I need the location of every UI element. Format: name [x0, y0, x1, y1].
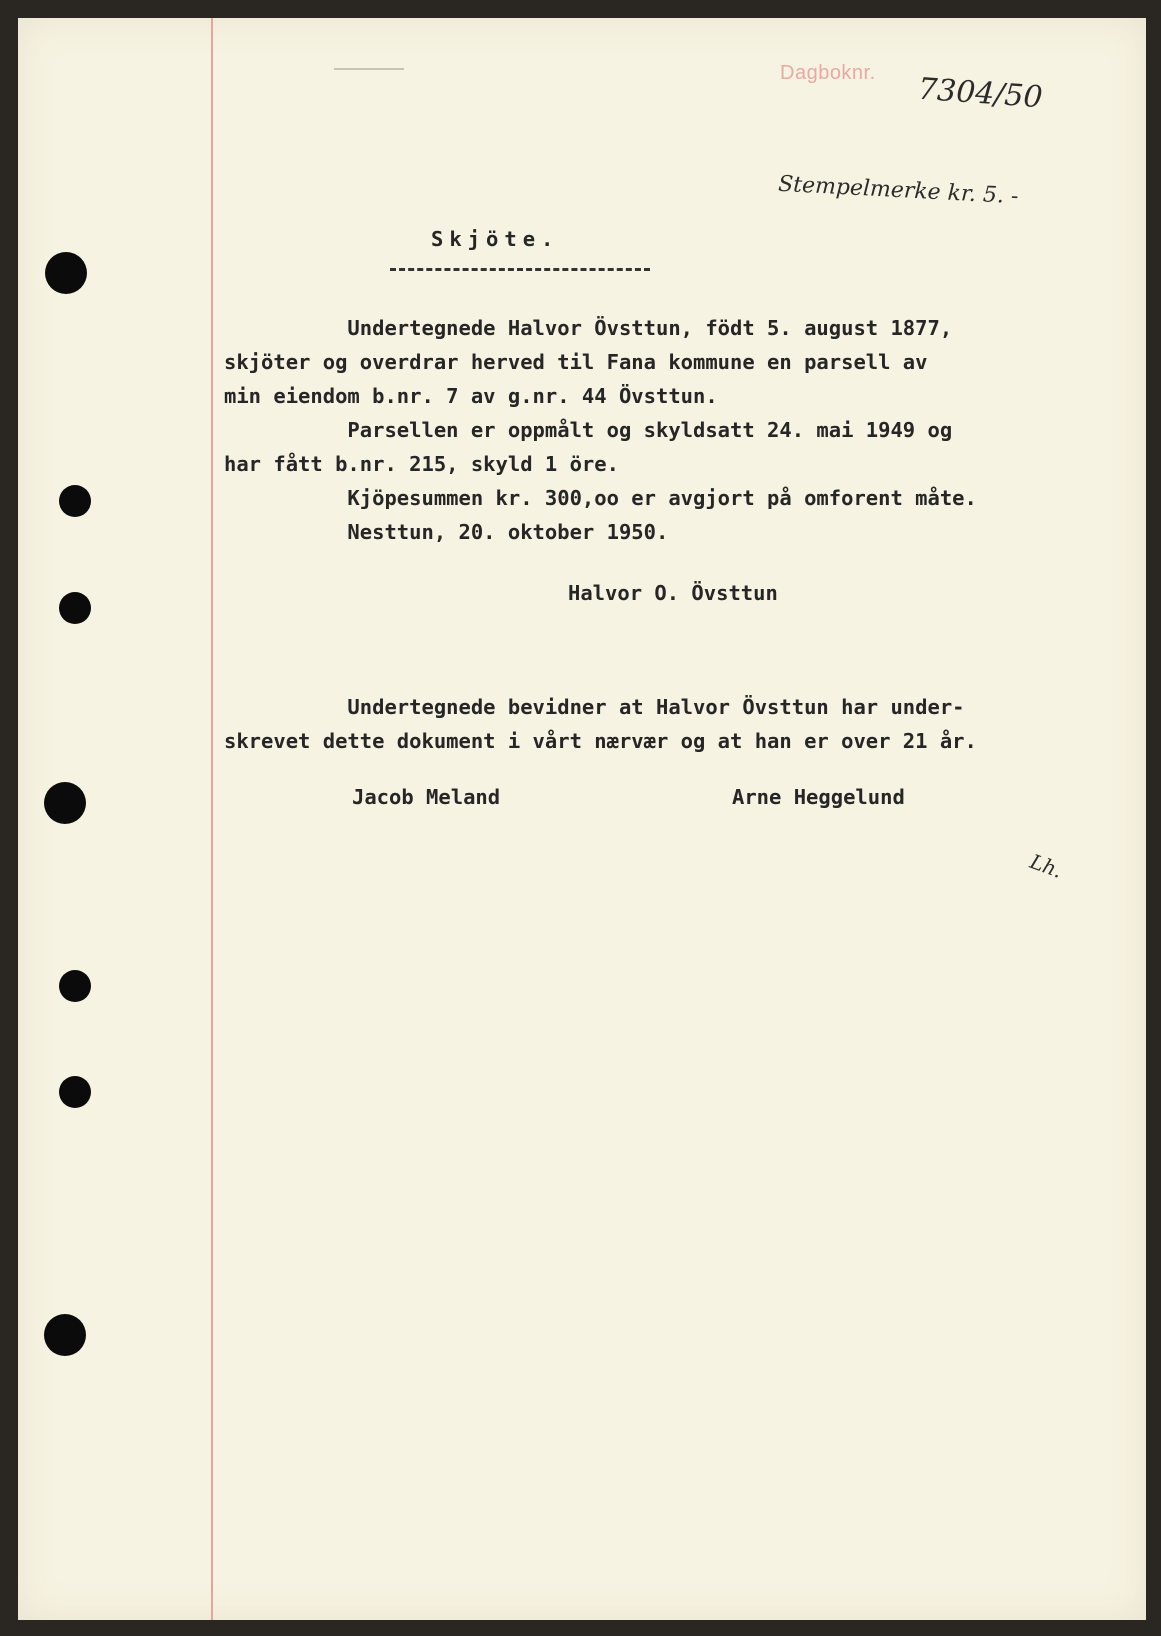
document-page — [18, 18, 1146, 1620]
deed-line: skjöter og overdrar herved til Fana kommune en parsell av — [224, 350, 928, 374]
journal-number: 7304/50 — [916, 71, 1044, 116]
punch-hole — [59, 970, 91, 1002]
punch-hole — [45, 252, 87, 294]
title-underline — [390, 268, 650, 271]
document-title: Skjöte. — [431, 227, 560, 251]
witness-name: Jacob Meland — [352, 785, 501, 809]
deed-line: Undertegnede Halvor Övsttun, födt 5. august 1877, — [224, 316, 953, 340]
stamp-fee-note: Stempelmerke kr. 5. - — [777, 171, 1020, 210]
deed-line: har fått b.nr. 215, skyld 1 öre. — [224, 452, 619, 476]
witness-line: Undertegnede bevidner at Halvor Övsttun har under- — [224, 695, 965, 719]
deed-line: Nesttun, 20. oktober 1950. — [224, 520, 669, 544]
punch-hole — [59, 592, 91, 624]
faint-mark — [334, 68, 404, 70]
punch-hole — [44, 1314, 86, 1356]
clerk-initials: Lh. — [1026, 849, 1066, 883]
deed-line: Kjöpesummen kr. 300,oo er avgjort på omforent måte. — [224, 486, 977, 510]
witness-line: skrevet dette dokument i vårt nærvær og at han er over 21 år. — [224, 729, 977, 753]
punch-hole — [59, 485, 91, 517]
journal-stamp-label: Dagboknr. — [780, 62, 876, 84]
margin-line — [211, 18, 213, 1620]
deed-line: Parsellen er oppmålt og skyldsatt 24. mai 1949 og — [224, 418, 953, 442]
punch-hole — [44, 782, 86, 824]
seller-signature: Halvor O. Övsttun — [568, 581, 778, 605]
deed-line: min eiendom b.nr. 7 av g.nr. 44 Övsttun. — [224, 384, 718, 408]
punch-hole — [59, 1076, 91, 1108]
witness-name: Arne Heggelund — [732, 785, 905, 809]
